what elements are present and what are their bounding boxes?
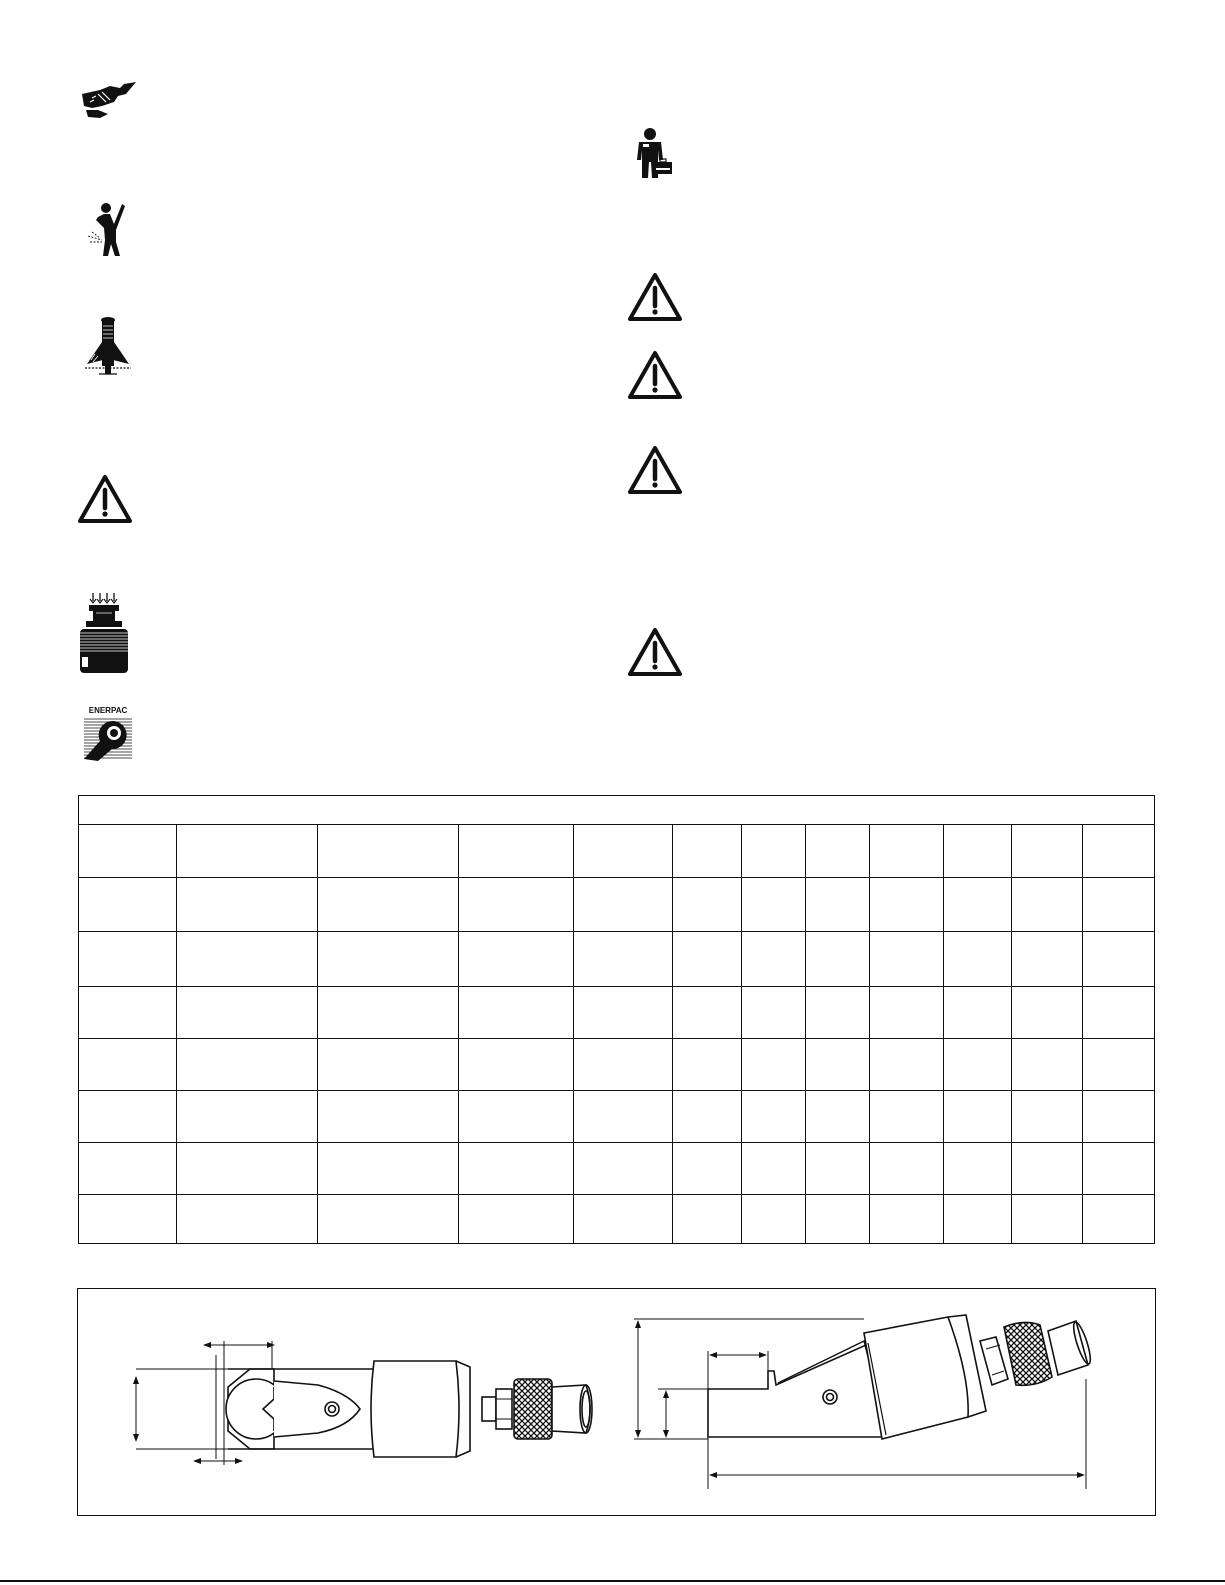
warning-triangle-icon	[627, 272, 683, 322]
hand-injury-icon	[80, 80, 138, 120]
table-column-divider	[573, 824, 574, 1243]
warning-triangle-icon	[627, 627, 683, 677]
dimension-drawing	[78, 1289, 1154, 1514]
nut-splitter-side-view	[708, 1315, 1094, 1439]
nut-splitter-top-view	[136, 1361, 592, 1457]
warning-triangle-icon	[627, 445, 683, 495]
table-row-divider	[79, 1194, 1154, 1195]
table-column-divider	[1011, 824, 1012, 1243]
service-technician-icon	[634, 128, 678, 180]
spec-table	[78, 795, 1155, 1244]
table-row-divider	[79, 986, 1154, 987]
table-column-divider	[317, 824, 318, 1243]
table-row-divider	[79, 1142, 1154, 1143]
table-column-divider	[741, 824, 742, 1243]
spec-table-grid	[79, 824, 1154, 1243]
table-column-divider	[869, 824, 870, 1243]
table-row-divider	[79, 1090, 1154, 1091]
table-column-divider	[672, 824, 673, 1243]
trip-hazard-icon	[84, 202, 128, 258]
cylinder-load-icon	[76, 591, 132, 675]
warning-triangle-icon	[627, 350, 683, 400]
enerpac-wrench-logo	[82, 705, 134, 761]
table-row-divider	[79, 931, 1154, 932]
jack-stability-icon	[83, 316, 133, 380]
table-column-divider	[176, 824, 177, 1243]
table-row-divider	[79, 1038, 1154, 1039]
table-column-divider	[943, 824, 944, 1243]
table-column-divider	[458, 824, 459, 1243]
table-column-divider	[805, 824, 806, 1243]
footer-rule	[0, 1580, 1225, 1582]
dimension-drawing-frame	[77, 1288, 1156, 1516]
warning-triangle-icon	[77, 474, 133, 524]
spec-table-title	[79, 796, 1154, 825]
table-column-divider	[1082, 824, 1083, 1243]
enerpac-logo-text: ENERPAC	[88, 706, 128, 715]
table-row-divider	[79, 877, 1154, 878]
